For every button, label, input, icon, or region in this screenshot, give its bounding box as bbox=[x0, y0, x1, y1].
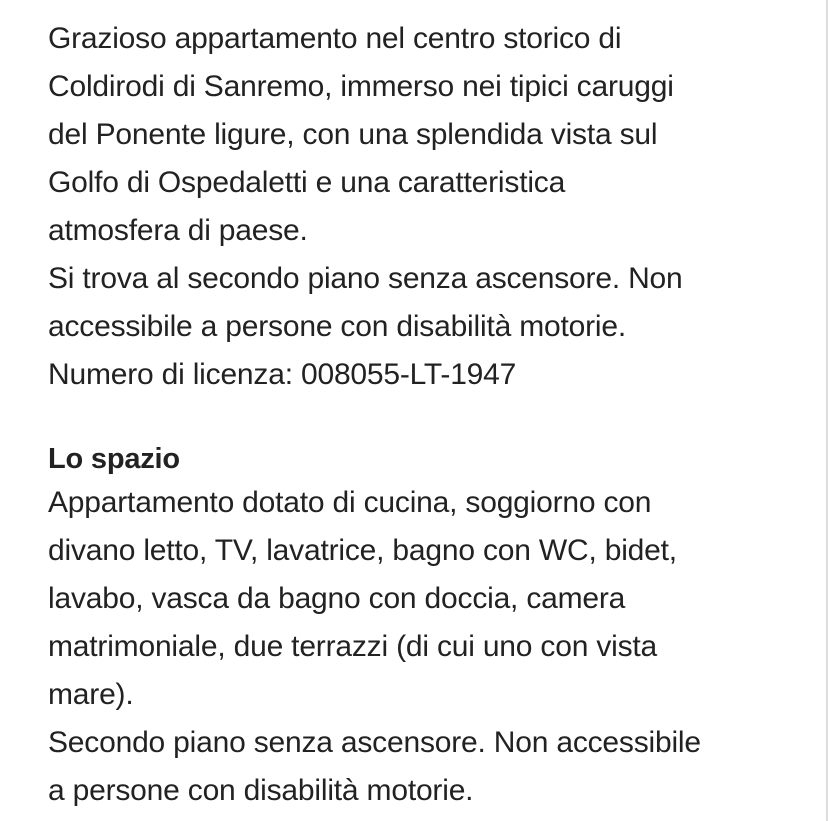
space-section bbox=[48, 439, 808, 815]
space-line: lavabo, vasca da bagno con doccia, camera bbox=[48, 582, 626, 615]
listing-description bbox=[48, 15, 808, 815]
space-line: Secondo piano senza ascensore. Non accessibile bbox=[48, 726, 701, 759]
license-number-line: Numero di licenza: 008055-LT-1947 bbox=[48, 358, 517, 391]
description-line: atmosfera di paese. bbox=[48, 214, 308, 247]
description-line: Coldirodi di Sanremo, immerso nei tipici caruggi bbox=[48, 70, 674, 103]
space-section-title: Lo spazio bbox=[48, 443, 180, 475]
description-line: Grazioso appartamento nel centro storico di bbox=[48, 22, 622, 55]
section-spacer bbox=[48, 399, 808, 439]
description-line: del Ponente ligure, con una splendida vista sul bbox=[48, 118, 658, 151]
space-line: Appartamento dotato di cucina, soggiorno con bbox=[48, 486, 652, 519]
space-line: mare). bbox=[48, 678, 134, 711]
space-line: divano letto, TV, lavatrice, bagno con WC, bidet, bbox=[48, 534, 677, 567]
description-line: accessibile a persone con disabilità motorie. bbox=[48, 310, 626, 343]
space-line: matrimoniale, due terrazzi (di cui uno con vista bbox=[48, 630, 658, 663]
description-line: Si trova al secondo piano senza ascensore. Non bbox=[48, 262, 683, 295]
space-line: a persone con disabilità motorie. bbox=[48, 774, 474, 807]
description-line: Golfo di Ospedaletti e una caratteristica bbox=[48, 166, 566, 199]
description-block bbox=[48, 15, 808, 399]
